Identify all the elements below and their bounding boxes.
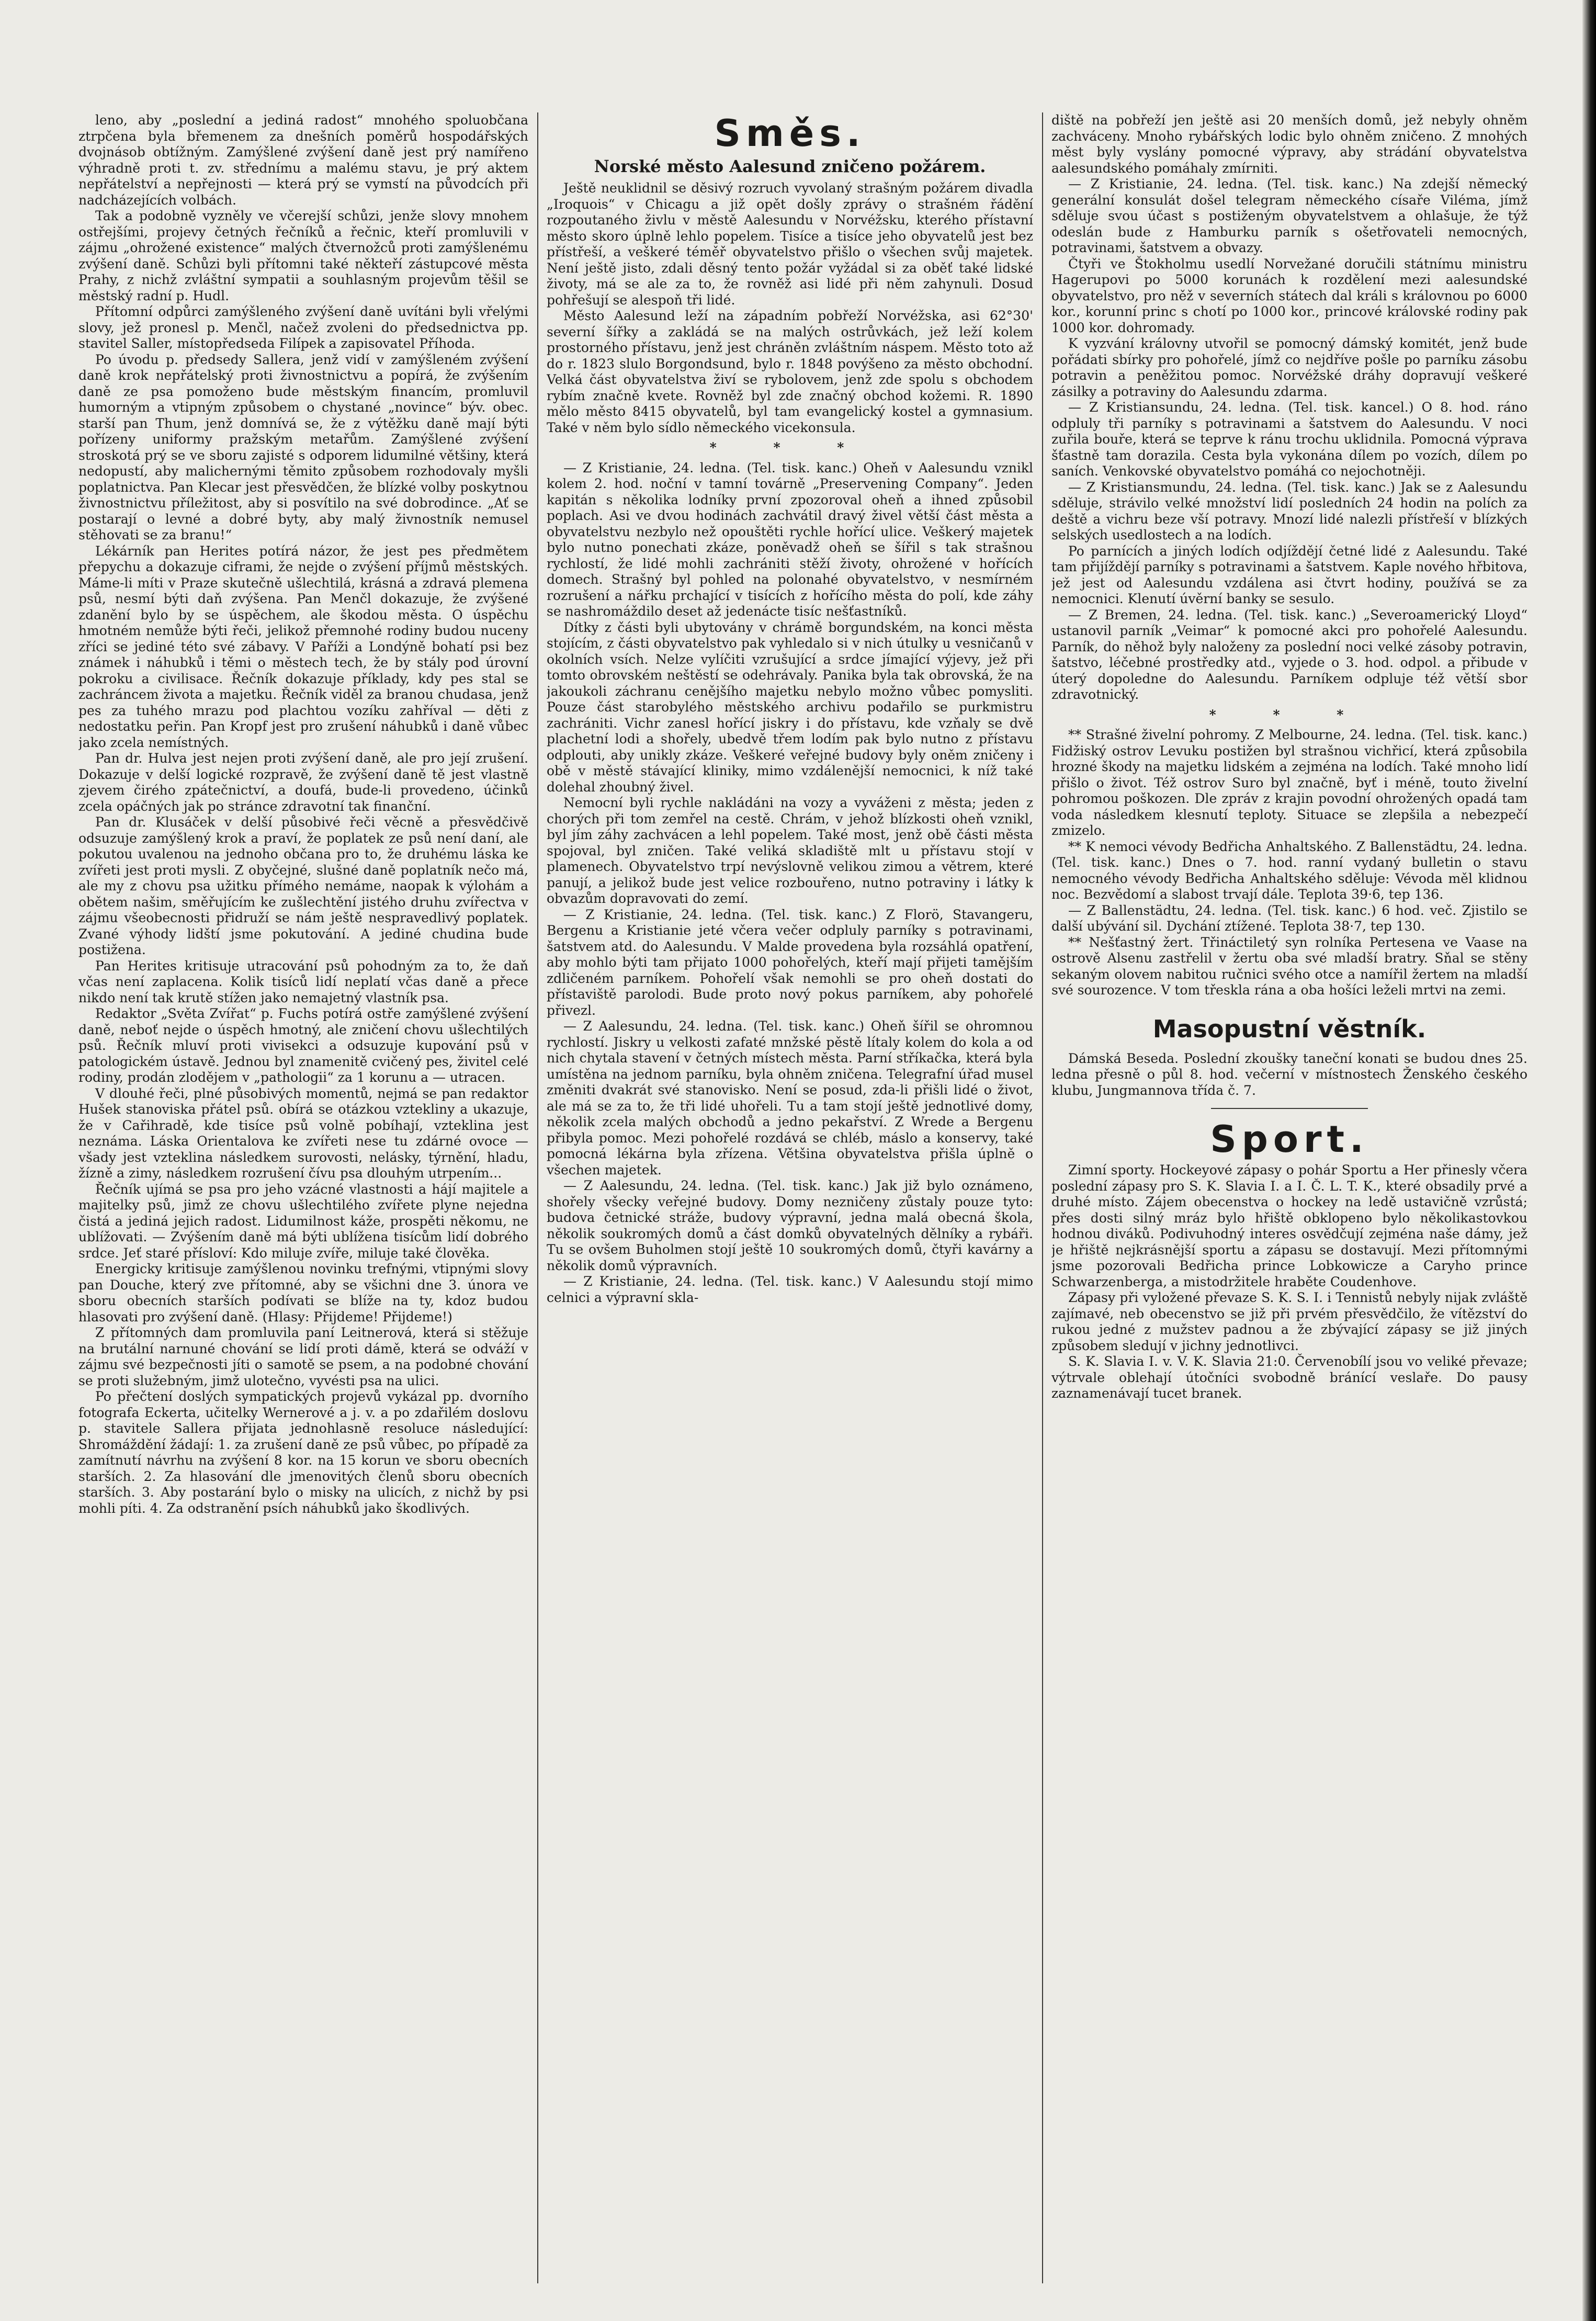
paragraph: Tak a podobně vyzněly ve včerejší schůzi, jenže slovy mnohem ostřejšími, projevy četných řečníků a řečnic, kteří promluvili v zájmu „ohrožené existence“ malých čtvernožců proti zamýšlenému zvýšení daně. Schůzi byli přítomni také někteří zástupcové města Prahy, z nichž zvláštní sympatii a souhlasným projevům těšil se městský radní p. Hudl.: [78, 208, 528, 303]
paragraph: — Z Kristianie, 24. ledna. (Tel. tisk. kanc.) Na zdejší německý generální konsulát došel telegram německého císaře Viléma, jímž sděluje svou účast s postiženým obyvatelstvem a ohlašuje, že týž odeslán bude z Hamburku parník s ošetřovateli nemocných, potravinami, šatstvem a obvazy.: [1051, 176, 1527, 255]
paragraph: S. K. Slavia I. v. V. K. Slavia 21:0. Červenobílí jsou vo veliké převaze; výtrvale oblehají útočníci svobodně bránící veslaře. Do pausy zaznamenávají tucet branek.: [1051, 1354, 1527, 1401]
paragraph: Pan Herites kritisuje utracování psů pohodným za to, že daň včas není zaplacena. Kolik tisíců lidí neplatí včas daně a přece nikdo není tak krutě stížen jako nemajetný vlastník psa.: [78, 958, 528, 1005]
separator-stars: * * *: [709, 440, 870, 455]
separator-stars: * * *: [1209, 707, 1370, 722]
article-headline: Norské město Aalesund zničeno požárem.: [594, 156, 986, 176]
paragraph: K vyzvání královny utvořil se pomocný dámský komitét, jenž bude pořádati sbírky pro pohořelé, jímž co nejdříve pošle po parníku zásobu potravin a peněžitou pomoc. Norvéžské dráhy dopravují veškeré zásilky a potraviny do Aalesundu zdarma.: [1051, 336, 1527, 399]
paragraph: — Z Kristianie, 24. ledna. (Tel. tisk. kanc.) Oheň v Aalesundu vznikl kolem 2. hod. noční v tamní továrně „Preservening Company“. Jeden kapitán s několika lodníky první zpozoroval oheň a ihned způsobil poplach. Asi ve dvou hodinách zachvátil dravý živel větší část města a obyvatelstvu nezbylo než opouštěti rychle hořící ulice. Veškerý majetek bylo nutno ponechati zkáze, poněvadž oheň se šířil s tak strašnou rychlostí, že lidé mohli zachrániti stěží životy, ohrožené v hořících domech. Strašný byl pohled na polonahé obyvatelstvo, v nesmírném rozrušení a nářku prchající v tisících z hořícího města do polí, kde záhy se nashromáždilo deset až jedenácte tisíc nešťastníků.: [547, 460, 1033, 619]
section-heading-masopust: Masopustní věstník.: [1152, 1014, 1427, 1043]
paragraph: Město Aalesund leží na západním pobřeží Norvéžska, asi 62°30' severní šířky a zakládá se na malých ostrůvkách, jež leží kolem prostorného přístavu, jenž jest chráněn zvláštním náspem. Město toto až do r. 1823 slulo Borgondsund, bylo r. 1848 povýšeno za město obchodní. Velká část obyvatelstva živí se rybolovem, jenž zde spolu s obchodem rybím značně kvete. Rovněž byl zde značný obchod kožemi. R. 1890 mělo město 8415 obyvatelů, byl tam evangelický kostel a gymnasium. Také v něm bylo sídlo německého vicekonsula.: [547, 308, 1033, 435]
paragraph: Čtyři ve Štokholmu usedlí Norvežané doručili státnímu ministru Hagerupovi po 5000 korunách k rozdělení mezi aalesundské obyvatelstvo, pro něž v severních státech dal králi s královnou po 6000 kor., korunní princ s chotí po 1000 kor., princové královské rodiny pak 1000 kor. dohromady.: [1051, 256, 1527, 335]
paragraph: Redaktor „Světa Zvířat“ p. Fuchs potírá ostře zamýšlené zvýšení daně, neboť nejde o úspěch hmotný, ale zničení chovu ušlechtilých psů. Řečník mluví proti vivisekci a odsuzuje kupování psů v patologickém ústavě. Jednou byl znamenitě cvičený pes, živitel celé rodiny, prodán zlodějem v „pathologii“ za 1 korunu a — utracen.: [78, 1006, 528, 1085]
paragraph: ** K nemoci vévody Bedřicha Anhaltského. Z Ballenstädtu, 24. ledna. (Tel. tisk. kanc.) Dnes o 7. hod. ranní vydaný bulletin o stavu nemocného vévody Bedřicha Anhaltského sděluje: Vévoda měl klidnou noc. Bezvědomí a slabost trvají dále. Teplota 39·6, tep 136.: [1051, 839, 1527, 902]
paragraph: Přítomní odpůrci zamýšleného zvýšení daně uvítáni byli vřelými slovy, jež pronesl p. Menčl, načež zvoleni do předsednictva pp. stavitel Saller, místopředseda Filípek a zapisovatel Příhoda.: [78, 304, 528, 351]
column-left: [78, 112, 528, 2283]
paragraph: Zimní sporty. Hockeyové zápasy o pohár Sportu a Her přinesly včera poslední zápasy pro S. K. Slavia I. a I. Č. L. T. K., které obsadily prvé a druhé místo. Zájem obecenstva o hockey na ledě ustavičně vzrůstá; přes dosti silný mráz bylo hřiště obklopeno bylo několikastovkou hodnou diváků. Podivuhodný interes osvědčují zejména naše dámy, jež je hřiště nejkrásnější sportu a zápasu se dostavují. Mezi přítomnými jsme pozorovali Bedřicha prince Lobkowicze a Caryho prince Schwarzenberga, a mistodržitele hraběte Coudenhove.: [1051, 1162, 1527, 1289]
paragraph: Zápasy při vyložené převaze S. K. S. I. i Tennistů nebyly nijak zvláště zajímavé, neb obecenstvo se již při prvém přesvědčilo, že vítězství do rukou jedné z mužstev padnou a že zbývající zápasy se již jiných způsobem sledují v jichny jednotlivci.: [1051, 1290, 1527, 1353]
paragraph: Energicky kritisuje zamýšlenou novinku trefnými, vtipnými slovy pan Douche, který zve přítomné, aby se všichni dne 3. února ve sboru obecních starších podívati se blíže na ty, kdoz budou hlasovati pro zvýšení daně. (Hlasy: Přijdeme! Přijdeme!): [78, 1261, 528, 1324]
paragraph: V dlouhé řeči, plné působivých momentů, nejmá se pan redaktor Hušek stanoviska přátel psů. obírá se otázkou vztekliny a ukazuje, že v Cařihradě, kde tisíce psů volně pobíhají, vzteklina jest neznáma. Láska Orientalova ke zvířeti nese tu zdárné ovoce — všady jest vzteklina následkem surovosti, nelásky, týrnění, hladu, žízně a zimy, následkem rozrušení čívu psa dlouhým utrpením...: [78, 1085, 528, 1181]
paragraph: Nemocní byli rychle nakládáni na vozy a vyváženi z města; jeden z chorých při tom zemřel na cestě. Chrám, v jehož blízkosti oheň vznikl, byl jím záhy zachvácen a lehl popelem. Také most, jenž obě části města spojoval, byl zničen. Také veliká skladiště mlt u přístavu stojí v plamenech. Obyvatelstvo trpí nevýslovně velikou zimou a větrem, které panují, a jelikož bude jest velice rozbouřeno, nutno potraviny i látky k obvazům dopravovati do zemí.: [547, 795, 1033, 906]
column-middle: [547, 112, 1033, 2283]
paragraph: leno, aby „poslední a jediná radost“ mnohého spoluobčana ztrpčena byla břemenem za dnešních poměrů hospodářských dvojnásob obtížným. Zamýšlené zvýšení daně jest prý namířeno výhradně proti t. zv. střednímu a malému stavu, je prý aktem nepřátelství a nepřejnosti — která prý se vymstí na původcích při nadcházejících volbách.: [78, 112, 528, 208]
paragraph: Dámská Beseda. Poslední zkoušky taneční konati se budou dnes 25. ledna přesně o půl 8. hod. večerní v místnostech Ženského českého klubu, Jungmannova třída č. 7.: [1051, 1050, 1527, 1098]
paragraph: — Z Kristianie, 24. ledna. (Tel. tisk. kanc.) Z Florö, Stavangeru, Bergenu a Kristianie jeté včera večer odpluly parníky s potravinami, šatstvem atd. do Aalesundu. V Malde provedena byla rozsáhlá opatření, aby mohlo býti tam přijato 1000 pohořelých, kteří mají přijeti tamějším zdličeném parníkem. Pohořelí však nemohli se pro oheň dostati do přístaviště parolodi. Bude proto nový pokus parníkem, aby pohořelé přivezl.: [547, 907, 1033, 1018]
paragraph: — Z Aalesundu, 24. ledna. (Tel. tisk. kanc.) Jak již bylo oznámeno, shořely všecky veřejné budovy. Domy nezničeny zůstaly pouze tyto: budova četnické stráže, budovy výpravní, jedna malá obecná škola, několik soukromých domů a část domků obyvatelných dělníky a rybáři. Tu se ovšem Buholmen stojí ještě 10 soukromých domů, čtyři kavárny a několik domů výpravních.: [547, 1178, 1033, 1273]
paragraph: — Z Kristiansundu, 24. ledna. (Tel. tisk. kancel.) O 8. hod. ráno odpluly tři parníky s potravinami a šatstvem do Aalesundu. V noci zuřila bouře, která se teprve k ránu trochu uklidnila. Pomocná výprava šťastně tam dorazila. Cesta byla vykonána dílem po vozích, dílem po saních. Venkovské obyvatelstvo pomáhá co nejochotněji.: [1051, 400, 1527, 479]
section-heading-sport: Sport.: [1210, 1118, 1369, 1161]
paragraph: — Z Aalesundu, 24. ledna. (Tel. tisk. kanc.) Oheň šířil se ohromnou rychlostí. Jiskry u velkosti zafaté mnžské pěstě lítaly kolem do kola a od nich chytala stavení v četných místech města. Parní stříkačka, která byla umístěna na jednom parníku, byla ohněm zničena. Telegrafní úřad musel změniti dvakrát své stanovisko. Není se posud, zda-li přišli lidé o život, ale má se za to, že tři lidé uhořeli. Tu a tam stojí ještě jednotlivé domy, několik zcela malých obchodů a jedno pekařství. Z Wrede a Bergenu přibyla pomoc. Mezi pohořelé rozdává se chléb, máslo a konservy, také pomocná lékárna byla zřízena. Většina obyvatelstva přišla úplně o všechen majetek.: [547, 1018, 1033, 1178]
paragraph: — Z Bremen, 24. ledna. (Tel. tisk. kanc.) „Severoamerický Lloyd“ ustanovil parník „Veimar“ k pomocné akci pro pohořelé Aalesundu. Parník, do něhož byly naloženy za poslední noci velké zásoby potravin, šatstvo, léčebné prostředky atd., vyjede o 3. hod. odpol. a přibude v úterý dopoledne do Aalesundu. Parníkem odpluje též větší sbor zdravotnický.: [1051, 607, 1527, 702]
divider-line: [1211, 1108, 1368, 1109]
paragraph: — Z Ballenstädtu, 24. ledna. (Tel. tisk. kanc.) 6 hod. več. Zjistilo se další ubývání sil. Dychání ztížené. Teplota 38·7, tep 130.: [1051, 902, 1527, 934]
paragraph: — Z Kristiansmundu, 24. ledna. (Tel. tisk. kanc.) Jak se z Aalesundu sděluje, strávilo velké množství lidí posledních 24 hodin na polích za deště a vichru beze vší potravy. Mnozí lidé nalezli přístřeší v blízkých selských usedlostech a na lodích.: [1051, 479, 1527, 542]
paragraph: Ještě neuklidnil se děsivý rozruch vyvolaný strašným požárem divadla „Iroquois“ v Chicagu a již opět došly zprávy o strašném řádění rozpoutaného živlu v městě Aalesundu v Norvéžsku, kterého přístavní město skoro úplně lehlo popelem. Tisíce a tisíce jeho obyvatelů jest bez přístřeší, a veškeré téměř obyvatelstvo přišlo o všechen svůj majetek. Není ještě jisto, zdali děsný tento požár vyžádal si za oběť také lidské životy, má se ale za to, že rovněž asi lidé při něm zahynuli. Dosud pohřešují se alespoň tři lidé.: [547, 180, 1033, 308]
paragraph: Lékárník pan Herites potírá názor, že jest pes předmětem přepychu a dokazuje ciframi, že nejde o zvýšení příjmů městských. Máme-li míti v Praze skutečně ušlechtilá, krásná a zdravá plemena psů, nesmí býti daň zvýšena. Pan Menčl dokazuje, že zvýšené zdanění bylo by se úspěchem, ale škodou města. O úspěchu hmotném nemůže býti řeči, jelikož přemnohé rodiny budou nuceny zříci se jediné této své zábavy. V Paříži a Londýně bohatí psi bez známek i náhubků i těmi o městech tech, že by stály pod úrovní pokroku a civilisace. Řečník dokazuje příklady, kdy pes stal se zachráncem života a majetku. Řečník viděl za branou chudasa, jenž pes za tuhého mrazu pod plachtou vozíku zahříval — děti z nedostatku peřin. Pan Kropf jest pro zrušení náhubků i daně vůbec jako zcela nemístných.: [78, 543, 528, 750]
scan-edge-shadow: [1582, 0, 1596, 2321]
paragraph: Po úvodu p. předsedy Sallera, jenž vidí v zamýšleném zvýšení daně krok nepřátelský proti živnostnictvu a popírá, že zvýšením daně ze psa pomoženo bude městským financím, promluvil humorným a vtipným způsobem o chystané „novince“ býv. obec. starší pan Thum, jenž domnívá se, že z výtěžku daně mají býti pořízeny uniformy pražským metařům. Zamýšlené zvýšení stroskotá prý se ve sboru zajisté s odporem lidumilné většiny, která nedopustí, aby malichernými těmito způsobem rozhodovaly myšli poplatnictva. Pan Klecar jest přesvědčen, že blízké volby poskytnou živnostnictvu příležitost, aby si posvítilo na své dobrodince. „Ať se postarají o levné a dobré byty, aby malý živnostník nemusel stěhovati se za branu!“: [78, 352, 528, 542]
column-divider: [537, 112, 538, 2283]
paragraph: Pan dr. Klusáček v delší působivé řeči věcně a přesvědčivě odsuzuje zamýšlený krok a praví, že poplatek ze psů není daní, ale pokutou uvalenou na jednoho občana pro to, že druhému láska ke zvířeti jest proti mysli. Z obyčejné, slušné daně poplatník nečo má, ale my z chovu psa užitku přímého nemáme, naopak k výlohám a obětem našim, směřujícím ke zušlechtění jistého druhu zvířectva v zájmu všeobecnosti přidruží se nám ještě nespravedlivý poplatek. Zvané výhody lidští jsme pokutování. A jediné chudina bude postižena.: [78, 814, 528, 957]
paragraph: Z přítomných dam promluvila paní Leitnerová, která si stěžuje na brutální narnuné chování se lidí proti dámě, která se odváží v zájmu své bezpečnosti jíti o samotě se psem, a na podobné chování se proti služebným, jimž ulotečno, vyvésti psa na ulici.: [78, 1325, 528, 1388]
paragraph: Řečník ujímá se psa pro jeho vzácné vlastnosti a hájí majitele a majitelky psů, jimž ze chovu ušlechtilého zvířete plyne nejedna čistá a jediná jejich radost. Lidumilnost káže, prospěti někomu, ne ublížovati. — Zvýšením daně má býti ublížena tisícům lidí dobrého srdce. Jeť staré přísloví: Kdo miluje zvíře, miluje také člověka.: [78, 1181, 528, 1261]
paragraph: ** Strašné živelní pohromy. Z Melbourne, 24. ledna. (Tel. tisk. kanc.) Fidžiský ostrov Levuku postižen byl strašnou vichřicí, která způsobila hrozné škody na majetku lidském a zejména na lodích. Také mnoho lidí přišlo o život. Též ostrov Suro byl značně, byť i méně, touto živelní pohromou poškozen. Dle zpráv z krajin povodní ohrožených opadá tam voda následkem klesnutí teploty. Situace se zlepšila a nebezpečí zmizelo.: [1051, 727, 1527, 838]
paragraph: Pan dr. Hulva jest nejen proti zvýšení daně, ale pro její zrušení. Dokazuje v delší logické rozpravě, že zvýšení daně tě jest vlastně zjevem čirého zpátečnictví, a doufá, bude-li provedeno, účinků zcela opáčných jak po stránce zdravotní tak finanční.: [78, 751, 528, 814]
newspaper-page: [78, 112, 1527, 2294]
paragraph: — Z Kristianie, 24. ledna. (Tel. tisk. kanc.) V Aalesundu stojí mimo celnici a výpravní skla-: [547, 1274, 1033, 1305]
column-divider: [1042, 112, 1043, 2283]
paragraph: diště na pobřeží jen ještě asi 20 menších domů, jež nebyly ohněm zachváceny. Mnoho rybářských lodic bylo ohněm zničeno. Z mnohých měst byly vyslány pomocné výpravy, aby strádání obyvatelstva aalesundského pomáhaly zmírniti.: [1051, 112, 1527, 176]
paragraph: Dítky z části byli ubytovány v chrámě borgundském, na konci města stojícím, z části obyvatelstvo pak vyhledalo si v nich útulky u vesničanů v okolních vsích. Nelze vylíčiti vzrušující a srdce jímající výjevy, jež při tomto obrovském neštěstí se odehrávaly. Panika byla tak obrovská, že na jakoukoli záchranu cenějšího majetku nebylo možno vůbec pomysliti. Pouze část starobylého městského archivu podařilo se purkmistru zachrániti. Vichr zanesl hořící jiskry i do přístavu, kde vzňaly se dvě plachetní lodi a shořely, ubedvě třem lodím pak bylo nutno z přístavu odplouti, aby unikly zkáze. Veškeré veřejné budovy byly oněm zničeny i obě v městě stávající kliniky, mimo vzdálenější nemocnici, k níž také dolehal zhoubný živel.: [547, 619, 1033, 795]
paragraph: Po přečtení doslých sympatických projevů vykázal pp. dvorního fotografa Eckerta, učitelky Wernerové a j. v. a po zdařilém doslovu p. stavitele Sallera přijata jednohlasně resoluce následující: Shromáždění žádají: 1. za zrušení daně ze psů vůbec, po případě za zamítnutí návrhu na zvýšení 8 kor. na 15 korun ve sboru obecních starších. 2. Za hlasování dle jmenovitých členů sboru obecních starších. 3. Aby postarání bylo o misky na ulicích, z nichž by psi mohli píti. 4. Za odstranění psích náhubků jako škodlivých.: [78, 1389, 528, 1516]
section-heading-smes: Směs.: [714, 112, 866, 155]
paragraph: Po parnících a jiných lodích odjíždějí četné lidé z Aalesundu. Také tam přijíždějí parníky s potravinami a šatstvem. Kaple nového hřbitova, jež jest od Aalesundu vzdálena asi čtvrt hodiny, používá se za nemocnici. Klenutí úvěrní banky se sesulo.: [1051, 543, 1527, 606]
paragraph: ** Nešťastný žert. Třináctiletý syn rolníka Pertesena ve Vaase na ostrově Alsenu zastřelil v žertu oba své mladší bratry. Sňal se stěny sekaným olovem nabitou ručnici svého otce a namířil žertem na mladší své sourozence. V tom třeskla rána a oba hošíci leželi mrtvi na zemi.: [1051, 934, 1527, 998]
column-right: [1051, 112, 1527, 2283]
